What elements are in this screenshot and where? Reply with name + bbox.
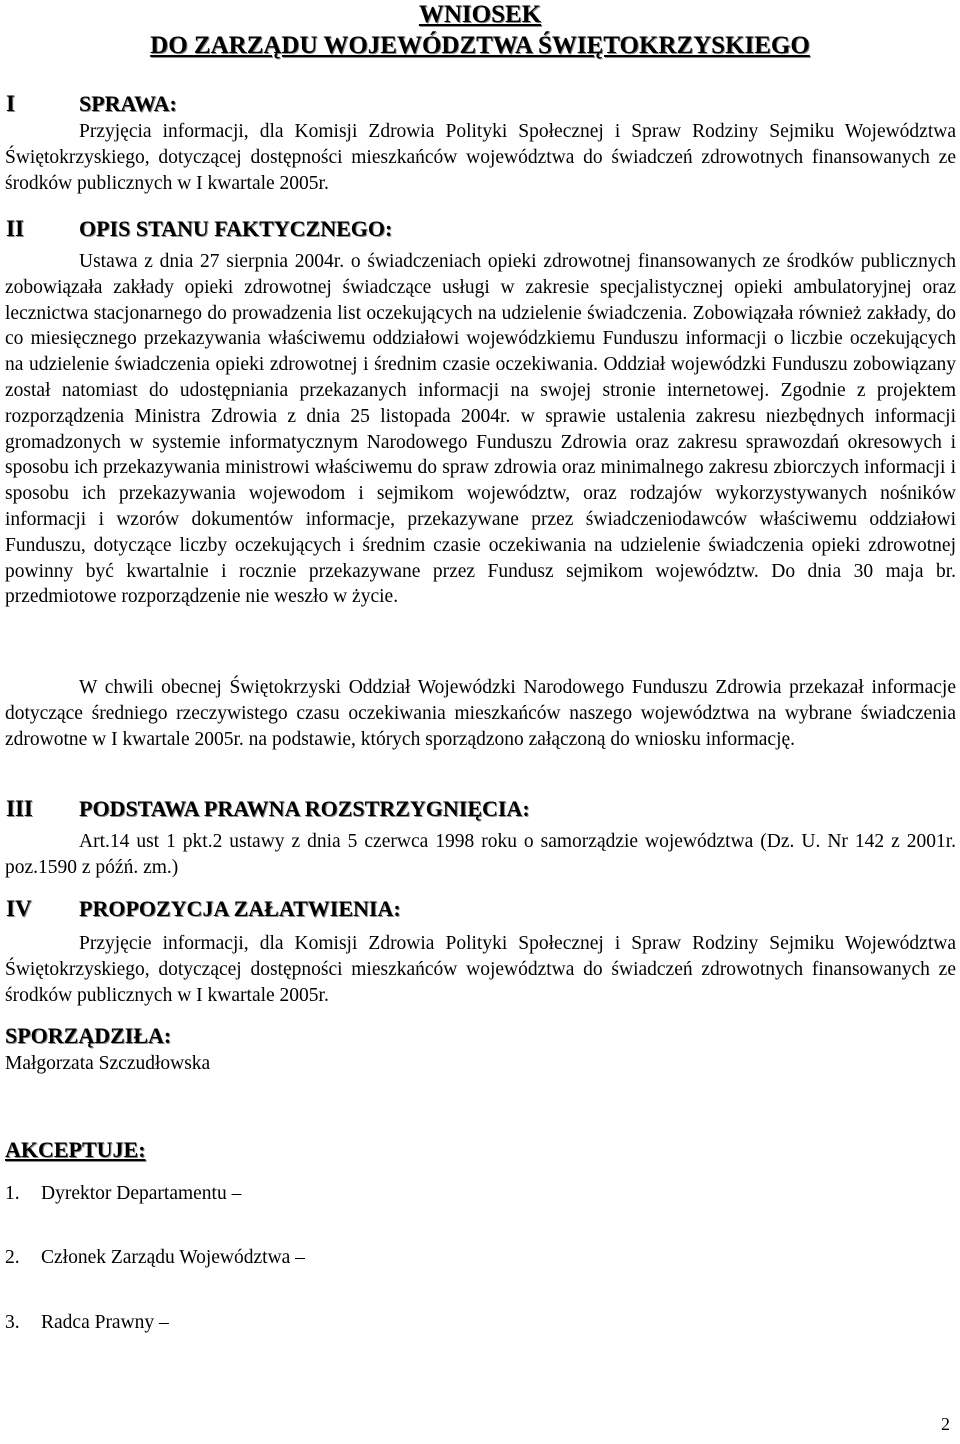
section-2-number: II: [6, 216, 24, 241]
section-1-text: [5, 119, 956, 196]
section-1-title: SPRAWA:: [79, 91, 177, 116]
section-4-text-content: Przyjęcie informacji, dla Komisji Zdrowia Polityki Społecznej i Spraw Rodziny Sejmiku Województwa Świętokrzyskiego, dotyczącej dostępności mieszkańców województwa do świadczeń zdrowotnych finansowanych ze środków publicznych w I kwartale 2005r.: [5, 933, 956, 1006]
section-4-number: IV: [6, 896, 32, 921]
section-2-text-2: [5, 675, 956, 752]
section-3-title: PODSTAWA PRAWNA ROZSTRZYGNIĘCIA:: [79, 796, 530, 821]
prepared-label: SPORZĄDZIŁA:: [5, 1023, 172, 1048]
doc-title: WNIOSEK: [418, 1, 542, 28]
accept-item-number: 1.: [5, 1183, 20, 1204]
section-1-text-content: Przyjęcia informacji, dla Komisji Zdrowia Polityki Społecznej i Spraw Rodziny Sejmiku Województwa Świętokrzyskiego, dotyczącej dostępności mieszkańców województwa do świadczeń zdrowotnych finansowanych ze środków publicznych w I kwartale 2005r.: [5, 121, 956, 194]
accept-item: [5, 1310, 169, 1336]
section-2-text-1: [5, 249, 956, 610]
prepared-name: Małgorzata Szczudłowska: [5, 1053, 211, 1074]
doc-subtitle: DO ZARZĄDU WOJEWÓDZTWA ŚWIĘTOKRZYSKIEGO: [150, 32, 810, 59]
section-2-title: OPIS STANU FAKTYCZNEGO:: [79, 216, 393, 241]
section-4-title: PROPOZYCJA ZAŁATWIENIA:: [79, 896, 401, 921]
page-number: 2: [941, 1414, 950, 1434]
section-3-number: III: [6, 796, 33, 821]
accept-item-text: Członek Zarządu Województwa –: [41, 1247, 305, 1268]
accept-item-text: Radca Prawny –: [41, 1312, 169, 1333]
accept-item: [5, 1245, 305, 1271]
accepts-label: AKCEPTUJE:: [5, 1137, 146, 1162]
accept-item-number: 2.: [5, 1247, 20, 1268]
section-2-text-2-content: W chwili obecnej Świętokrzyski Oddział Wojewódzki Narodowego Funduszu Zdrowia przekazał informacje dotyczące średniego rzeczywistego czasu oczekiwania mieszkańców naszego województwa na wybrane świadczenia zdrowotne w I kwartale 2005r. na podstawie, których sporządzono załączoną do wniosku informację.: [5, 677, 956, 750]
section-2-text-1-content: Ustawa z dnia 27 sierpnia 2004r. o świadczeniach opieki zdrowotnej finansowanych ze środków publicznych zobowiązała zakłady opieki zdrowotnej świadczące usługi w zakresie specjalistycznej opieki ambulatoryjnej oraz lecznictwa stacjonarnego do prowadzenia list oczekujących na udzielenie świadczenia. Zobowiązała również zakłady, do co miesięcznego przekazywania właściwemu oddziałowi wojewódzkiemu Funduszu informacji o liczbie oczekujących na udzielenie świadczenia opieki zdrowotnej i średnim czasie oczekiwania. Oddział wojewódzki Funduszu zobowiązany został natomiast do udostępniania przekazanych informacji na swojej stronie internetowej. Zgodnie z projektem rozporządzenia Ministra Zdrowia z dnia 25 listopada 2004r. w sprawie ustalenia zakresu niezbędnych informacji gromadzonych w systemie informatycznym Narodowego Funduszu Zdrowia oraz zakresu sprawozdań okresowych i sposobu ich przekazywania ministrowi właściwemu do spraw zdrowia oraz minimalnego zakresu zbiorczych informacji i sposobu ich przekazywania wojewodom i sejmikom województw, oraz rodzajów wykorzystywanych nośników informacji i wzorów dokumentów informacje, przekazywane przez świadczeniodawców właściwemu oddziałowi Funduszu, dotyczące liczby oczekujących i średnim czasie oczekiwania na udzielenie świadczenia opieki zdrowotnej powinny być kwartalnie i rocznie przekazywane przez Fundusz sejmikom województw. Do dnia 30 maja br. przedmiotowe rozporządzenie nie weszło w życie.: [5, 251, 956, 608]
accept-item-text: Dyrektor Departamentu –: [41, 1183, 242, 1204]
section-3-text: [5, 829, 956, 881]
section-1-number: I: [6, 91, 15, 116]
section-4-text: [5, 931, 956, 1008]
accept-item: [5, 1181, 241, 1207]
accept-item-number: 3.: [5, 1312, 20, 1333]
section-3-text-content: Art.14 ust 1 pkt.2 ustawy z dnia 5 czerwca 1998 roku o samorządzie województwa (Dz. U. Nr 142 z 2001r. poz.1590 z późń. zm.): [5, 831, 956, 878]
